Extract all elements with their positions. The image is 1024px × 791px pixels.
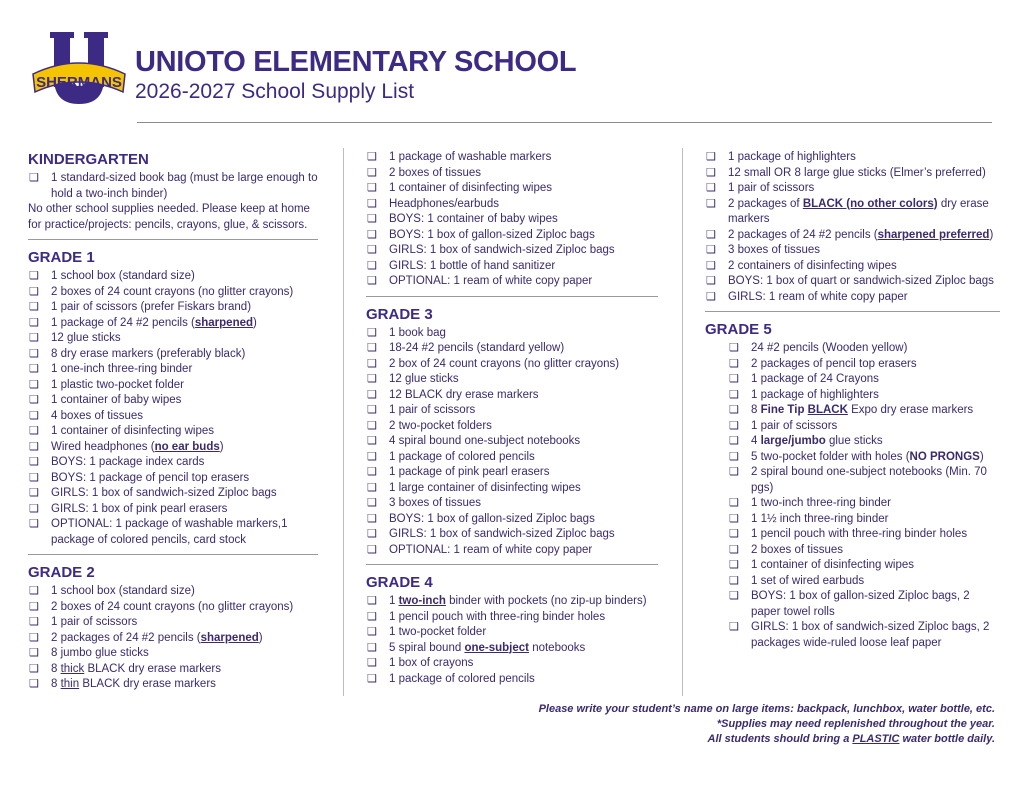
checkbox-icon: ❑ [29,600,39,613]
list-item: ❑ Headphones/earbuds [366,197,658,213]
list-item: ❑ 1 package of 24 Crayons [705,372,1000,388]
checkbox-icon: ❑ [729,590,739,602]
list-item: ❑ BOYS: 1 package index cards [28,455,318,471]
checkbox-icon: ❑ [706,151,716,163]
list-item: ❑ 1 pair of scissors [705,419,1000,435]
checkbox-icon: ❑ [367,610,377,623]
checkbox-icon: ❑ [29,316,39,329]
list-item: ❑ 2 containers of disinfecting wipes [705,259,1000,275]
grade1-heading: GRADE 1 [28,249,95,266]
checkbox-icon: ❑ [367,595,377,607]
checkbox-icon: ❑ [367,357,377,370]
checkbox-icon: ❑ [729,466,739,478]
checkbox-icon: ❑ [367,657,377,669]
checkbox-icon: ❑ [367,641,377,654]
grade3-heading: GRADE 3 [366,305,433,323]
checkbox-icon: ❑ [367,388,377,401]
list-item: ❑ 1 pair of scissors [705,181,1000,197]
checkbox-icon: ❑ [367,626,377,638]
checkbox-icon: ❑ [29,301,39,313]
list-item: ❑ 1 box of crayons [366,656,658,672]
list-item: ❑ 2 box of 24 count crayons (no glitter crayons) [366,357,658,373]
checkbox-icon: ❑ [29,662,39,675]
checkbox-icon: ❑ [729,528,739,540]
checkbox-icon: ❑ [729,450,739,463]
list-item: ❑ 2 packages of pencil top erasers [705,357,1000,373]
checkbox-icon: ❑ [706,290,716,303]
list-item: ❑ GIRLS: 1 box of sandwich-sized Ziploc bags [28,486,318,502]
list-item: ❑ GIRLS: 1 box of pink pearl erasers [28,502,318,518]
checkbox-icon: ❑ [367,404,377,416]
list-item: ❑ 1 container of disinfecting wipes [366,181,658,197]
checkbox-icon: ❑ [367,326,377,339]
list-item: ❑ 1 two-inch three-ring binder [705,496,1000,512]
checkbox-icon: ❑ [706,166,716,179]
list-item: ❑ BOYS: 1 box of gallon-sized Ziploc bags [366,512,658,528]
list-item: ❑ 1 large container of disinfecting wipes [366,481,658,497]
list-item: ❑ 8 jumbo glue sticks [28,646,318,662]
list-item: ❑ 3 boxes of tissues [705,243,1000,259]
checkbox-icon: ❑ [29,172,39,184]
checkbox-icon: ❑ [367,435,377,447]
list-item: ❑ 4 spiral bound one-subject notebooks [366,434,658,450]
school-logo [30,30,128,106]
checkbox-icon: ❑ [706,182,716,194]
list-item: ❑ 8 thick BLACK dry erase markers [28,662,318,678]
checkbox-icon: ❑ [367,259,377,272]
list-item: ❑ Wired headphones (no ear buds) [28,440,318,456]
checkbox-icon: ❑ [367,373,377,385]
column-1 [28,150,318,693]
list-item: ❑ 2 two-pocket folders [366,419,658,435]
list-item: ❑ 4 boxes of tissues [28,409,318,425]
checkbox-icon: ❑ [706,259,716,272]
list-item: ❑ OPTIONAL: 1 ream of white copy paper [366,274,658,290]
list-item: ❑ 1 container of disinfecting wipes [705,558,1000,574]
checkbox-icon: ❑ [706,275,716,287]
checkbox-icon: ❑ [29,678,39,690]
section-divider [366,296,658,297]
list-item: ❑ 2 boxes of 24 count crayons (no glitter crayons) [28,285,318,301]
list-item: ❑ 1 container of baby wipes [28,393,318,409]
checkbox-icon: ❑ [29,409,39,422]
checkbox-icon: ❑ [367,228,377,241]
list-item: ❑ 1 pencil pouch with three-ring binder holes [705,527,1000,543]
checkbox-icon: ❑ [729,574,739,587]
list-item: ❑ 2 boxes of 24 count crayons (no glitter crayons) [28,600,318,616]
checkbox-icon: ❑ [367,197,377,210]
checkbox-icon: ❑ [367,244,377,256]
list-item: ❑ 1 school box (standard size) [28,584,318,600]
checkbox-icon: ❑ [367,151,377,163]
list-item: ❑ 1 package of colored pencils [366,672,658,688]
list-item: ❑ 2 boxes of tissues [366,166,658,182]
list-item: ❑ 1 pair of scissors [28,615,318,631]
column-divider [343,148,344,696]
section-divider [366,564,658,565]
list-item: ❑ 2 packages of 24 #2 pencils (sharpened) [28,631,318,647]
list-item: ❑ 1 book bag [366,326,658,342]
checkbox-icon: ❑ [706,244,716,256]
list-item: ❑ BOYS: 1 box of gallon-sized Ziploc bags, 2 paper towel rolls [729,590,970,618]
list-item: ❑ BOYS: 1 box of gallon-sized Ziploc bags [366,228,658,244]
column-3 [705,150,1000,651]
list-item: ❑ 1 school box (standard size) [28,269,318,285]
list-item: ❑ GIRLS: 1 box of sandwich-sized Ziploc bags, 2 packages wide-ruled loose leaf paper [729,621,990,649]
checkbox-icon: ❑ [706,228,716,241]
list-item: ❑ 1 pencil pouch with three-ring binder holes [366,610,658,626]
checkbox-icon: ❑ [729,621,739,633]
checkbox-icon: ❑ [29,332,39,344]
section-divider [28,554,318,555]
checkbox-icon: ❑ [29,425,39,437]
checkbox-icon: ❑ [729,357,739,370]
checkbox-icon: ❑ [729,419,739,432]
list-item: ❑ 2 spiral bound one-subject notebooks (Min. 70 pgs) [729,466,987,494]
column-2 [366,150,658,687]
list-item: ❑ 12 small OR 8 large glue sticks (Elmer’s preferred) [705,166,1000,182]
list-item: ❑ 8 thin BLACK dry erase markers [28,677,318,693]
section-divider [28,239,318,240]
list-item: ❑ 1 1½ inch three-ring binder [705,512,1000,528]
list-item: ❑ 1 package of 24 #2 pencils (sharpened) [28,316,318,332]
list-item: ❑ 8 Fine Tip BLACK Expo dry erase markers [705,403,1000,419]
checkbox-icon: ❑ [367,213,377,225]
checkbox-icon: ❑ [29,440,39,453]
checkbox-icon: ❑ [367,166,377,179]
checkbox-icon: ❑ [729,435,739,447]
checkbox-icon: ❑ [729,342,739,354]
list-item: ❑ 4 large/jumbo glue sticks [705,434,1000,450]
footer-line: Please write your student’s name on large items: backpack, lunchbox, water bottle, etc. [538,703,995,715]
list-item: ❑ 1 package of highlighters [705,150,1000,166]
list-item: ❑ GIRLS: 1 box of sandwich-sized Ziploc bags [366,527,658,543]
checkbox-icon: ❑ [29,471,39,484]
kindergarten-note: No other school supplies needed. Please keep at home for practice/projects: pencils, crayons, glue, & scissors. [28,203,310,231]
list-item: ❑ 12 glue sticks [28,331,318,347]
footer-notes [539,702,995,747]
checkbox-icon: ❑ [29,647,39,659]
list-item: ❑ 1 two-inch binder with pockets (no zip-up binders) [366,594,658,610]
list-item: ❑ 1 plastic two-pocket folder [28,378,318,394]
checkbox-icon: ❑ [729,404,739,416]
list-item: ❑ GIRLS: 1 ream of white copy paper [705,290,1000,306]
checkbox-icon: ❑ [729,559,739,571]
checkbox-icon: ❑ [729,512,739,525]
list-item: ❑ 1 pair of scissors (prefer Fiskars brand) [28,300,318,316]
list-item: ❑ 2 boxes of tissues [705,543,1000,559]
checkbox-icon: ❑ [729,497,739,509]
checkbox-icon: ❑ [367,275,377,287]
grade4-heading: GRADE 4 [366,574,433,591]
svg-text:SHERMANS: SHERMANS [36,74,122,91]
checkbox-icon: ❑ [706,197,716,210]
list-item: ❑ OPTIONAL: 1 package of washable markers,1 package of colored pencils, card stock [29,518,288,546]
checkbox-icon: ❑ [367,672,377,685]
footer-line: All students should bring a PLASTIC water bottle daily. [707,733,995,745]
grade5-heading: GRADE 5 [705,321,772,338]
checkbox-icon: ❑ [29,518,39,530]
checkbox-icon: ❑ [29,378,39,391]
list-item: ❑ OPTIONAL: 1 ream of white copy paper [366,543,658,559]
list-item: ❑ 1 pair of scissors [366,403,658,419]
checkbox-icon: ❑ [367,419,377,432]
list-item: ❑ GIRLS: 1 box of sandwich-sized Ziploc bags [366,243,658,259]
list-item: ❑ 12 BLACK dry erase markers [366,388,658,404]
section-divider [705,311,1000,312]
list-item: ❑ 1 package of washable markers [366,150,658,166]
checkbox-icon: ❑ [729,543,739,556]
list-item: ❑ 1 standard-sized book bag (must be large enough to hold a two-inch binder) [29,172,318,200]
list-item: ❑ 18-24 #2 pencils (standard yellow) [366,341,658,357]
checkbox-icon: ❑ [29,394,39,406]
list-item: ❑ 1 package of highlighters [705,388,1000,404]
grade2-heading: GRADE 2 [28,564,95,581]
checkbox-icon: ❑ [367,182,377,194]
page-subtitle: 2026-2027 School Supply List [135,80,415,103]
header-divider [137,122,992,123]
checkbox-icon: ❑ [29,502,39,515]
list-item: ❑ 3 boxes of tissues [366,496,658,512]
list-item: ❑ 2 packages of 24 #2 pencils (sharpened preferred) [705,228,1000,244]
column-divider [682,148,683,696]
checkbox-icon: ❑ [729,373,739,385]
checkbox-icon: ❑ [367,466,377,478]
checkbox-icon: ❑ [367,543,377,556]
checkbox-icon: ❑ [29,347,39,360]
checkbox-icon: ❑ [29,631,39,644]
checkbox-icon: ❑ [29,585,39,597]
list-item: ❑ 1 two-pocket folder [366,625,658,641]
checkbox-icon: ❑ [29,363,39,375]
list-item: ❑ 1 one-inch three-ring binder [28,362,318,378]
checkbox-icon: ❑ [367,528,377,540]
list-item: ❑ 5 two-pocket folder with holes (NO PRONGS) [705,450,1000,466]
list-item: ❑ BOYS: 1 box of quart or sandwich-sized Ziploc bags [705,274,1000,290]
list-item: ❑ BOYS: 1 package of pencil top erasers [28,471,318,487]
list-item: ❑ 1 package of pink pearl erasers [366,465,658,481]
list-item: ❑ 2 packages of BLACK (no other colors) dry erase markers [706,197,989,225]
list-item: ❑ 1 package of colored pencils [366,450,658,466]
checkbox-icon: ❑ [367,450,377,463]
list-item: ❑ BOYS: 1 container of baby wipes [366,212,658,228]
checkbox-icon: ❑ [367,512,377,525]
list-item: ❑ 8 dry erase markers (preferably black) [28,347,318,363]
checkbox-icon: ❑ [729,388,739,401]
checkbox-icon: ❑ [29,456,39,468]
school-name: UNIOTO ELEMENTARY SCHOOL [135,46,577,78]
checkbox-icon: ❑ [29,487,39,499]
checkbox-icon: ❑ [29,270,39,282]
list-item: ❑ 1 container of disinfecting wipes [28,424,318,440]
list-item: ❑ 1 set of wired earbuds [705,574,1000,590]
list-item: ❑ 12 glue sticks [366,372,658,388]
footer-line: *Supplies may need replenished throughout the year. [716,718,995,730]
checkbox-icon: ❑ [367,342,377,354]
checkbox-icon: ❑ [29,616,39,628]
checkbox-icon: ❑ [29,285,39,298]
checkbox-icon: ❑ [367,497,377,509]
list-item: ❑ GIRLS: 1 bottle of hand sanitizer [366,259,658,275]
checkbox-icon: ❑ [367,481,377,494]
list-item: ❑ 24 #2 pencils (Wooden yellow) [705,341,1000,357]
kindergarten-heading: KINDERGARTEN [28,151,149,168]
list-item: ❑ 5 spiral bound one-subject notebooks [366,641,658,657]
